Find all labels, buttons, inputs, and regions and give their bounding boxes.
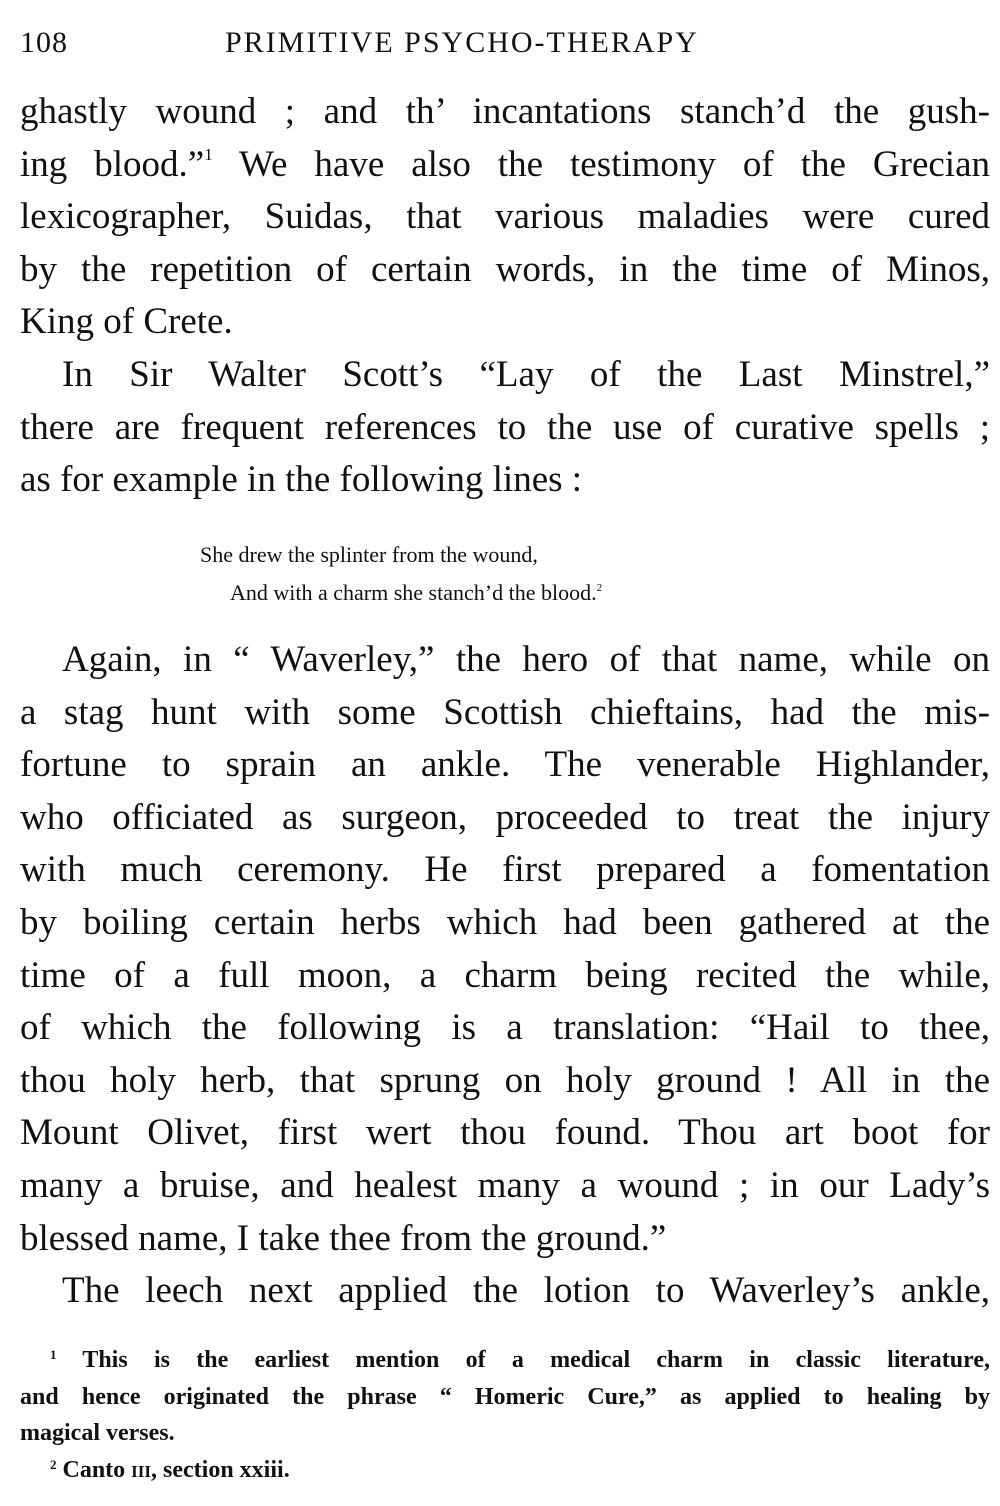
- text-line: as for example in the following lines :: [20, 459, 583, 501]
- text-line: fortune to sprain an ankle. The venerable Highlander,: [20, 744, 990, 786]
- page-header: [20, 26, 980, 66]
- footnote-text: This is the earliest mention of a medical charm in classic literature,: [56, 1347, 990, 1373]
- footnote-text: , section xxiii.: [151, 1456, 290, 1483]
- running-title: PRIMITIVE PSYCHO-THERAPY: [225, 26, 699, 59]
- text-fragment: We have also the testimony of the Grecian: [212, 143, 990, 185]
- footnote-text: Canto: [56, 1456, 132, 1483]
- footnote-2-line: [20, 1452, 990, 1489]
- footnote-marker: 1: [50, 1347, 57, 1362]
- text-line: The leech next applied the lotion to Waverley’s ankle,: [62, 1270, 990, 1312]
- text-line: time of a full moon, a charm being recited the while,: [20, 954, 990, 996]
- text-line: many a bruise, and healest many a wound ; in our Lady’s: [20, 1164, 990, 1206]
- verse-line: She drew the splinter from the wound,: [200, 542, 538, 567]
- text-fragment: ing blood.”: [20, 143, 205, 185]
- verse-quotation: [200, 536, 820, 612]
- text-line: Mount Olivet, first wert thou found. Thou art boot for: [20, 1112, 990, 1154]
- footnote-ref: 1: [204, 144, 213, 164]
- footnote-ref: 2: [596, 582, 603, 594]
- text-line: Again, in “ Waverley,” the hero of that name, while on: [62, 639, 990, 680]
- text-line: In Sir Walter Scott’s “Lay of the Last Minstrel,”: [62, 353, 990, 395]
- text-line: by boiling certain herbs which had been gathered at the: [20, 901, 990, 943]
- text-line: lexicographer, Suidas, that various maladies were cured: [20, 196, 990, 238]
- text-line: thou holy herb, that sprung on holy ground ! All in the: [20, 1059, 990, 1101]
- text-line: [20, 139, 990, 192]
- footnote-1-line: [20, 1342, 990, 1379]
- footnotes: [20, 1342, 990, 1488]
- text-line: blessed name, I take thee from the ground.”: [20, 1217, 667, 1259]
- text-line: ghastly wound ; and th’ incantations stanch’d the gush-: [20, 91, 990, 132]
- verse-line: [200, 574, 820, 612]
- page-number: 108: [20, 26, 68, 59]
- text-line: King of Crete.: [20, 301, 233, 343]
- main-text-lower: [20, 634, 990, 1318]
- text-line: who officiated as surgeon, proceeded to treat the injury: [20, 796, 990, 838]
- text-line: with much ceremony. He first prepared a fomentation: [20, 849, 990, 891]
- text-line: of which the following is a translation: “Hail to thee,: [20, 1007, 990, 1049]
- main-text-upper: [20, 86, 990, 507]
- footnote-1-line: magical verses.: [20, 1420, 175, 1446]
- text-line: a stag hunt with some Scottish chieftains, had the mis-: [20, 691, 990, 733]
- footnote-1-line: and hence originated the phrase “ Homeric Cure,” as applied to healing by: [20, 1383, 990, 1410]
- text-line: there are frequent references to the use of curative spells ;: [20, 406, 990, 448]
- footnote-marker: 2: [50, 1456, 57, 1472]
- verse-text: And with a charm she stanch’d the blood.: [230, 580, 597, 605]
- text-line: by the repetition of certain words, in the time of Minos,: [20, 248, 990, 290]
- roman-numeral: iii: [131, 1456, 152, 1483]
